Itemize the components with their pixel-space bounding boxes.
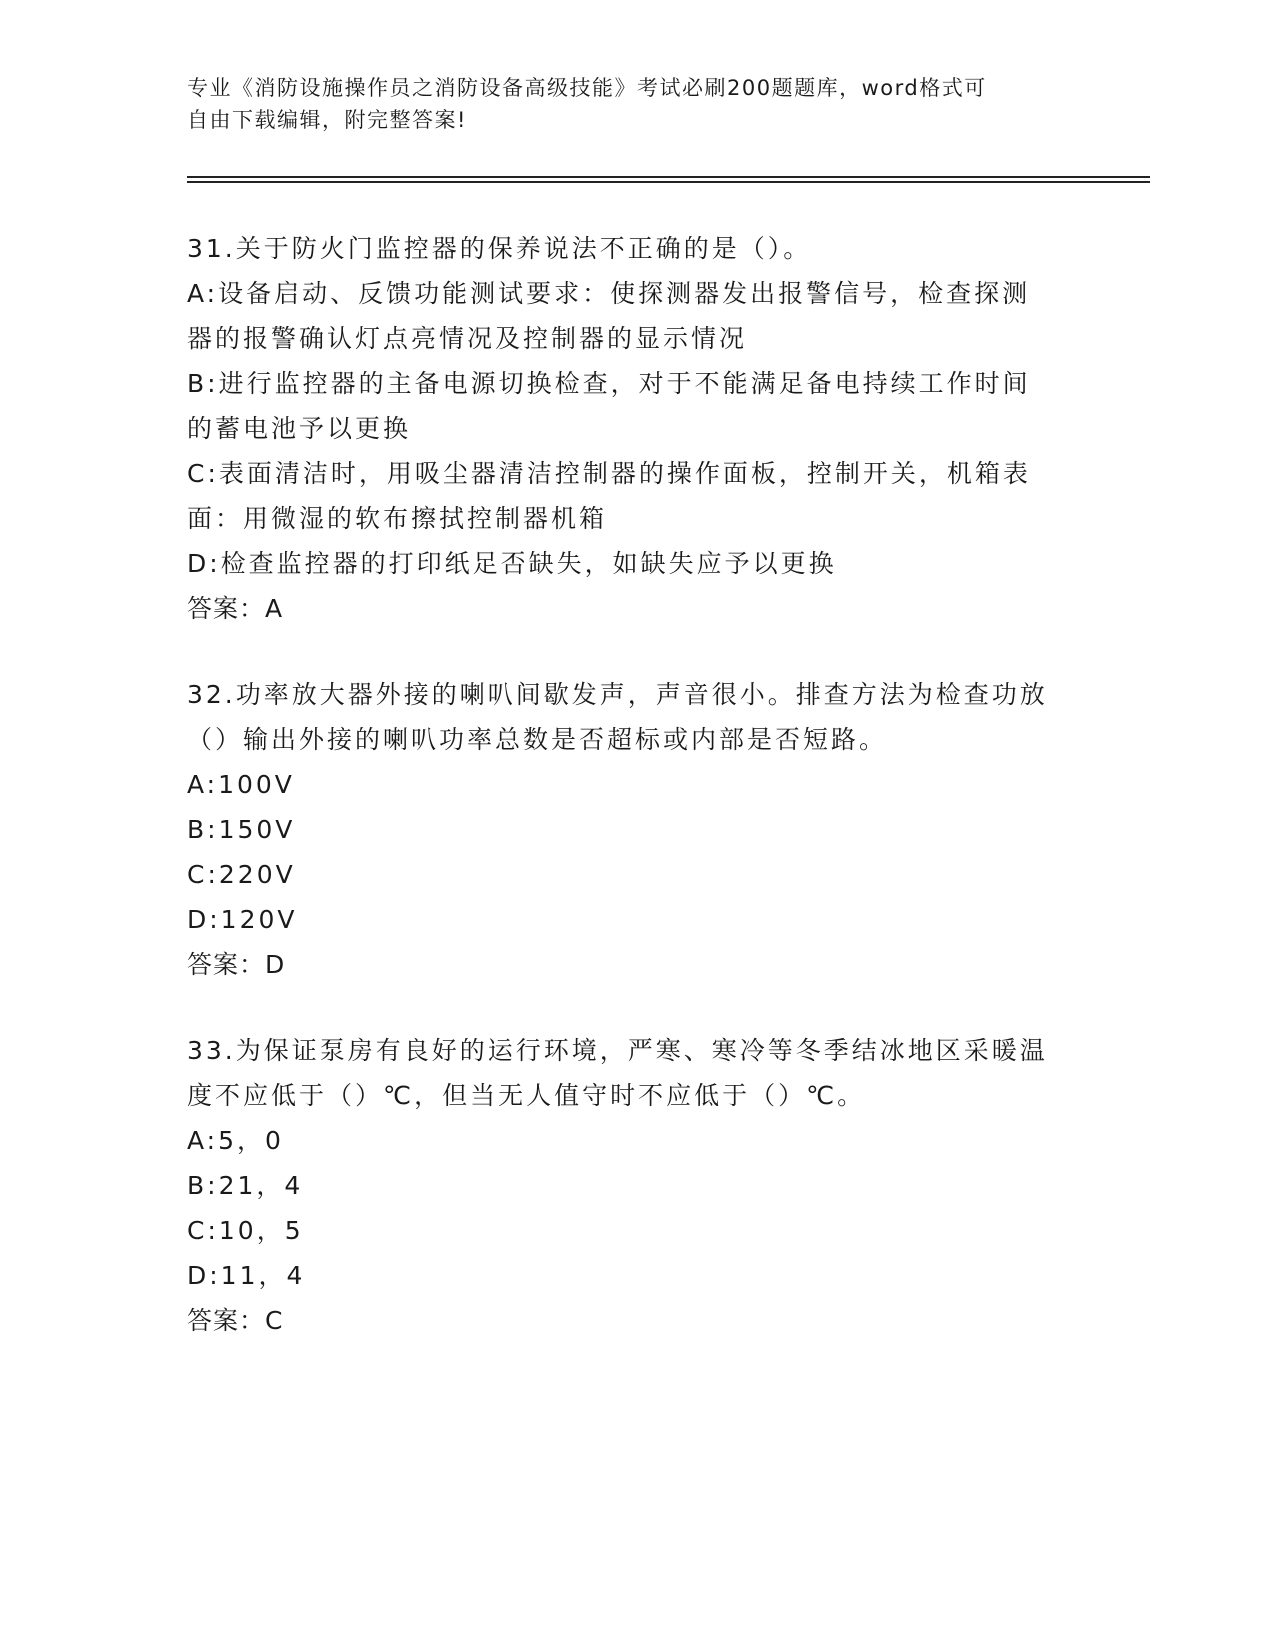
option-d: D:11，4 <box>187 1261 306 1290</box>
answer-label: 答案：A <box>187 594 284 623</box>
answer-label: 答案：C <box>187 1306 284 1335</box>
question-stem-line-1: 33.为保证泵房有良好的运行环境，严寒、寒冷等冬季结冰地区采暖温 <box>187 1036 1048 1065</box>
option-c-line-2: 面：用微湿的软布擦拭控制器机箱 <box>187 504 608 533</box>
option-a: A:5，0 <box>187 1126 284 1155</box>
header-rule-bottom <box>187 181 1150 183</box>
answer-label: 答案：D <box>187 950 286 979</box>
option-c: C:220V <box>187 860 296 889</box>
question-32 <box>187 672 1077 987</box>
question-stem-line-2: （）输出外接的喇叭功率总数是否超标或内部是否短路。 <box>187 725 888 754</box>
question-stem-line-2: 度不应低于（）℃，但当无人值守时不应低于（）℃。 <box>187 1081 866 1110</box>
option-c-line-1: C:表面清洁时，用吸尘器清洁控制器的操作面板，控制开关，机箱表 <box>187 459 1031 488</box>
document-header: 专业《消防设施操作员之消防设备高级技能》考试必刷200题题库，word格式可 自由下载编辑，附完整答案! <box>187 76 987 132</box>
option-b-line-1: B:进行监控器的主备电源切换检查，对于不能满足备电持续工作时间 <box>187 369 1031 398</box>
question-31 <box>187 226 1077 631</box>
option-a-line-1: A:设备启动、反馈功能测试要求：使探测器发出报警信号，检查探测 <box>187 279 1031 308</box>
option-c: C:10，5 <box>187 1216 304 1245</box>
option-b-line-2: 的蓄电池予以更换 <box>187 414 412 443</box>
question-stem: 31.关于防火门监控器的保养说法不正确的是（）。 <box>187 234 812 263</box>
question-33 <box>187 1028 1077 1343</box>
header-rule-top <box>187 176 1150 178</box>
question-list <box>187 226 1077 1384</box>
option-b: B:21，4 <box>187 1171 304 1200</box>
question-stem-line-1: 32.功率放大器外接的喇叭间歇发声，声音很小。排查方法为检查功放 <box>187 680 1048 709</box>
option-a: A:100V <box>187 770 295 799</box>
option-a-line-2: 器的报警确认灯点亮情况及控制器的显示情况 <box>187 324 748 353</box>
option-d: D:120V <box>187 905 298 934</box>
option-d: D:检查监控器的打印纸足否缺失，如缺失应予以更换 <box>187 549 837 578</box>
option-b: B:150V <box>187 815 296 844</box>
